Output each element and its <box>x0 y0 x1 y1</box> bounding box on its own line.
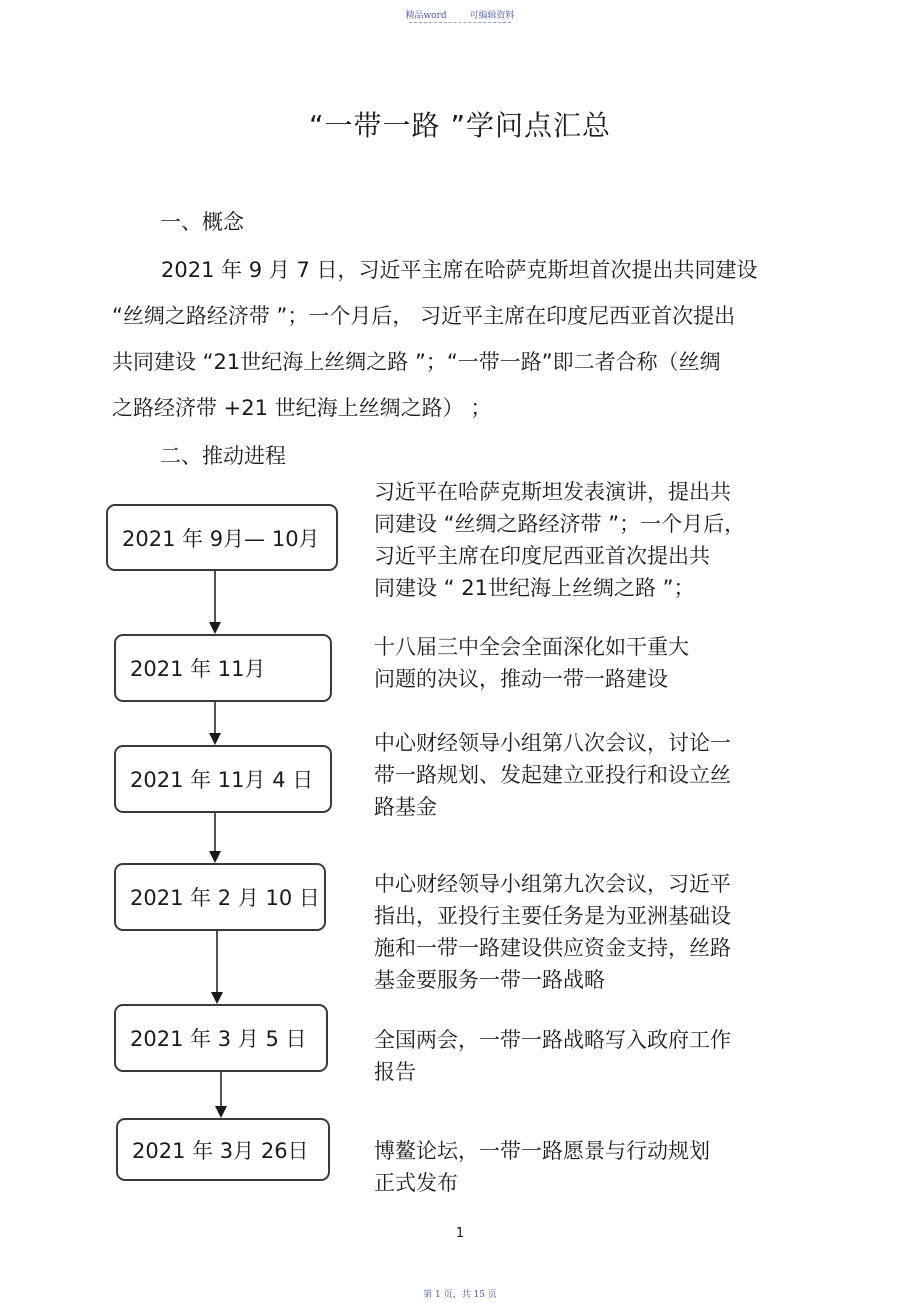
footer-watermark: 第 1 页，共 15 页 <box>423 1290 497 1300</box>
description-line: 同建设 “ 21世纪海上丝绸之路 ”； <box>374 576 695 600</box>
timeline-description <box>374 1135 710 1199</box>
description-line: 十八届三中全会全面深化如干重大 <box>374 635 689 659</box>
concept-line: “丝绸之路经济带 ”；一个月后， 习近平主席在印度尼西亚首次提出 <box>112 304 736 328</box>
header-left-text: 精品word <box>405 11 447 21</box>
timeline-description <box>374 727 731 823</box>
concept-line: 2021 年 9 月 7 日，习近平主席在哈萨克斯坦首次提出共同建设 <box>161 258 758 282</box>
description-line: 问题的决议，推动一带一路建设 <box>374 667 668 691</box>
timeline-description <box>374 476 745 604</box>
description-line: 带一路规划、发起建立亚投行和设立丝 <box>374 763 731 787</box>
description-line: 正式发布 <box>374 1171 458 1195</box>
description-line: 报告 <box>374 1060 416 1084</box>
description-line: 博鳌论坛，一带一路愿景与行动规划 <box>374 1139 710 1163</box>
description-line: 指出，亚投行主要任务是为亚洲基础设 <box>374 904 731 928</box>
header-right-text: 可编辑资料 <box>469 11 515 21</box>
timeline-date-box <box>116 1118 330 1181</box>
description-line: 习近平在哈萨克斯坦发表演讲，提出共 <box>374 480 731 504</box>
timeline-date-box <box>106 504 338 571</box>
timeline-date-box <box>114 634 332 702</box>
timeline-date: 2021 年 9月— 10月 <box>122 526 320 551</box>
description-line: 中心财经领导小组第八次会议，讨论一 <box>374 731 731 755</box>
timeline-date-box <box>114 1004 328 1072</box>
description-line: 施和一带一路建设供应资金支持，丝路 <box>374 936 731 960</box>
concept-line: 共同建设 “21世纪海上丝绸之路 ”；“一带一路”即二者合称（丝绸 <box>112 350 721 374</box>
page-title: “一带一路 ”学问点汇总 <box>309 109 611 142</box>
timeline-date: 2021 年 11月 4 日 <box>130 768 314 792</box>
description-line: 全国两会，一带一路战略写入政府工作 <box>374 1028 731 1052</box>
timeline-description <box>374 1024 731 1088</box>
timeline-description <box>374 631 689 695</box>
description-line: 中心财经领导小组第九次会议，习近平 <box>374 872 731 896</box>
timeline-date: 2021 年 2 月 10 日 <box>130 886 320 910</box>
description-line: 同建设 “丝绸之路经济带 ”；一个月后， <box>374 512 746 536</box>
timeline-date: 2021 年 3月 26日 <box>132 1138 309 1163</box>
timeline-date: 2021 年 3 月 5 日 <box>130 1027 307 1051</box>
section-heading-concept: 一、概念 <box>160 210 244 234</box>
timeline-date-box <box>114 745 332 813</box>
concept-line: 之路经济带 +21 世纪海上丝绸之路） ； <box>112 396 492 420</box>
description-line: 基金要服务一带一路战略 <box>374 968 605 992</box>
section-heading-progress: 二、推动进程 <box>160 444 286 468</box>
timeline-description <box>374 868 731 996</box>
timeline-date: 2021 年 11月 <box>130 657 266 681</box>
description-line: 路基金 <box>374 795 437 819</box>
page-number: 1 <box>455 1226 465 1241</box>
timeline-date-box <box>114 863 326 931</box>
description-line: 习近平主席在印度尼西亚首次提出共 <box>374 544 710 568</box>
